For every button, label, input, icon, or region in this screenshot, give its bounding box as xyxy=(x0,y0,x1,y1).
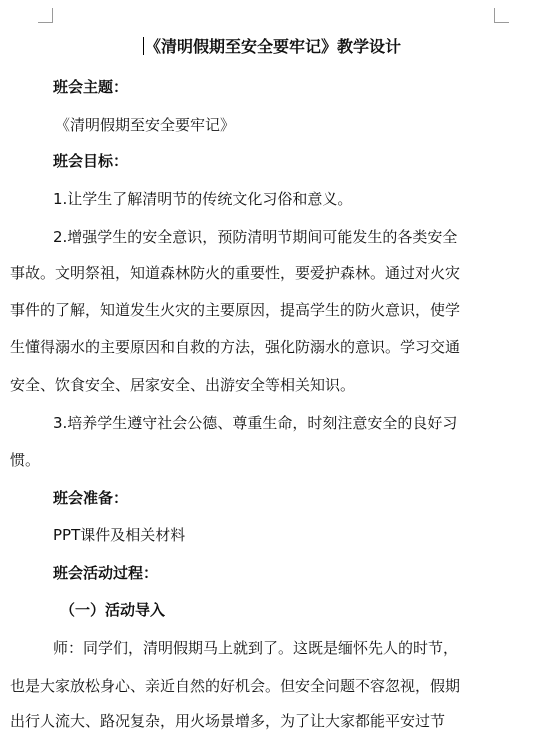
theme-text: 《清明假期至安全要牢记》 xyxy=(55,116,236,134)
goal-line: 3.培养学生遵守社会公德、尊重生命，时刻注意安全的良好习 xyxy=(53,414,458,432)
margin-corner-mark xyxy=(494,8,509,23)
prep-heading: 班会准备： xyxy=(53,489,129,507)
goal-line: 事件的了解，知道发生火灾的主要原因，提高学生的防火意识，使学 xyxy=(10,301,461,319)
text-cursor xyxy=(143,37,144,55)
margin-corner-mark xyxy=(38,8,53,23)
section-line: 出行人流大、路况复杂，用火场景增多，为了让大家都能平安过节 xyxy=(10,712,446,730)
process-heading: 班会活动过程： xyxy=(53,564,159,582)
document-title-text: 《清明假期至安全要牢记》教学设计 xyxy=(144,37,401,56)
section-line: 师：同学们，清明假期马上就到了。这既是缅怀先人的时节， xyxy=(53,639,459,657)
section-line: 也是大家放松身心、亲近自然的好机会。但安全问题不容忽视，假期 xyxy=(10,677,461,695)
goal-heading: 班会目标： xyxy=(53,152,129,170)
goal-line: 生懂得溺水的主要原因和自救的方法，强化防溺水的意识。学习交通 xyxy=(10,338,461,356)
goal-line: 惯。 xyxy=(10,451,41,469)
goal-line: 1.让学生了解清明节的传统文化习俗和意义。 xyxy=(53,190,353,208)
document-title[interactable] xyxy=(0,34,544,60)
section-heading: （一）活动导入 xyxy=(60,601,166,619)
theme-heading: 班会主题： xyxy=(53,78,129,96)
goal-line: 2.增强学生的安全意识，预防清明节期间可能发生的各类安全 xyxy=(53,228,458,246)
prep-text: PPT课件及相关材料 xyxy=(53,526,186,544)
goal-line: 安全、饮食安全、居家安全、出游安全等相关知识。 xyxy=(10,376,356,394)
goal-line: 事故。文明祭祖，知道森林防火的重要性，要爱护森林。通过对火灾 xyxy=(10,264,461,282)
